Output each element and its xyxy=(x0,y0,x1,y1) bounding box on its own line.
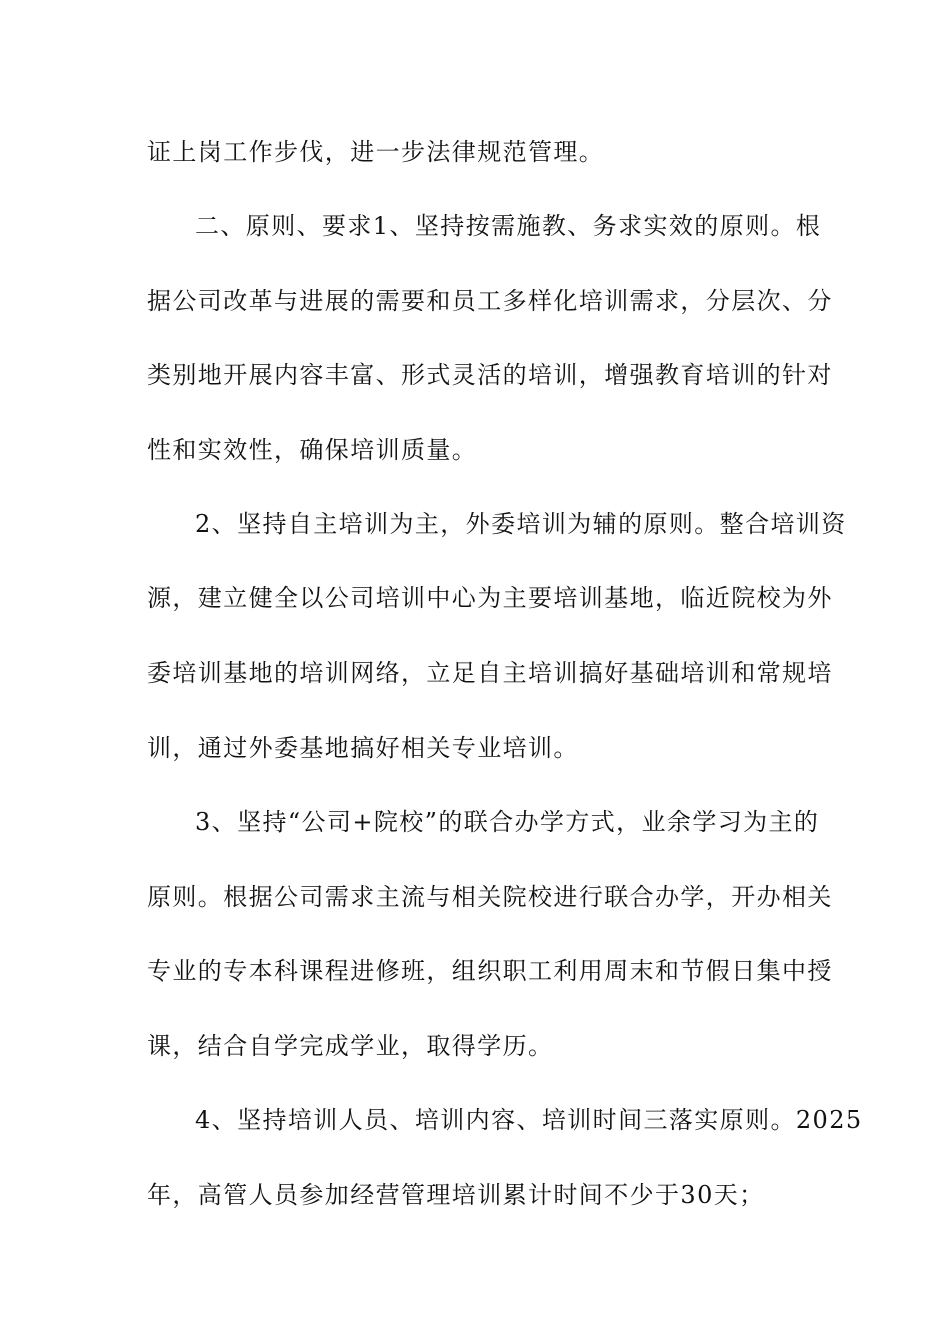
text-line: 3、坚持“公司+院校”的联合办学方式，业余学习为主的 xyxy=(195,808,820,836)
text-line: 源，建立健全以公司培训中心为主要培训基地，临近院校为外 xyxy=(147,584,833,612)
text-line: 年，高管人员参加经营管理培训累计时间不少于30天； xyxy=(147,1181,765,1209)
text-line: 专业的专本科课程进修班，组织职工利用周末和节假日集中授 xyxy=(147,957,833,985)
text-line: 4、坚持培训人员、培训内容、培训时间三落实原则。2025 xyxy=(195,1106,863,1134)
text-line: 二、原则、要求1、坚持按需施教、务求实效的原则。根 xyxy=(195,212,822,240)
text-line: 2、坚持自主培训为主，外委培训为辅的原则。整合培训资 xyxy=(195,510,847,538)
text-line: 委培训基地的培训网络，立足自主培训搞好基础培训和常规培 xyxy=(147,659,833,687)
text-line: 性和实效性，确保培训质量。 xyxy=(147,436,478,464)
text-line: 训，通过外委基地搞好相关专业培训。 xyxy=(147,734,579,762)
text-line: 据公司改革与进展的需要和员工多样化培训需求，分层次、分 xyxy=(147,287,833,315)
text-line: 证上岗工作步伐，进一步法律规范管理。 xyxy=(147,138,605,166)
text-line: 原则。根据公司需求主流与相关院校进行联合办学，开办相关 xyxy=(147,883,833,911)
text-line: 课，结合自学完成学业，取得学历。 xyxy=(147,1032,554,1060)
text-line: 类别地开展内容丰富、形式灵活的培训，增强教育培训的针对 xyxy=(147,361,833,389)
